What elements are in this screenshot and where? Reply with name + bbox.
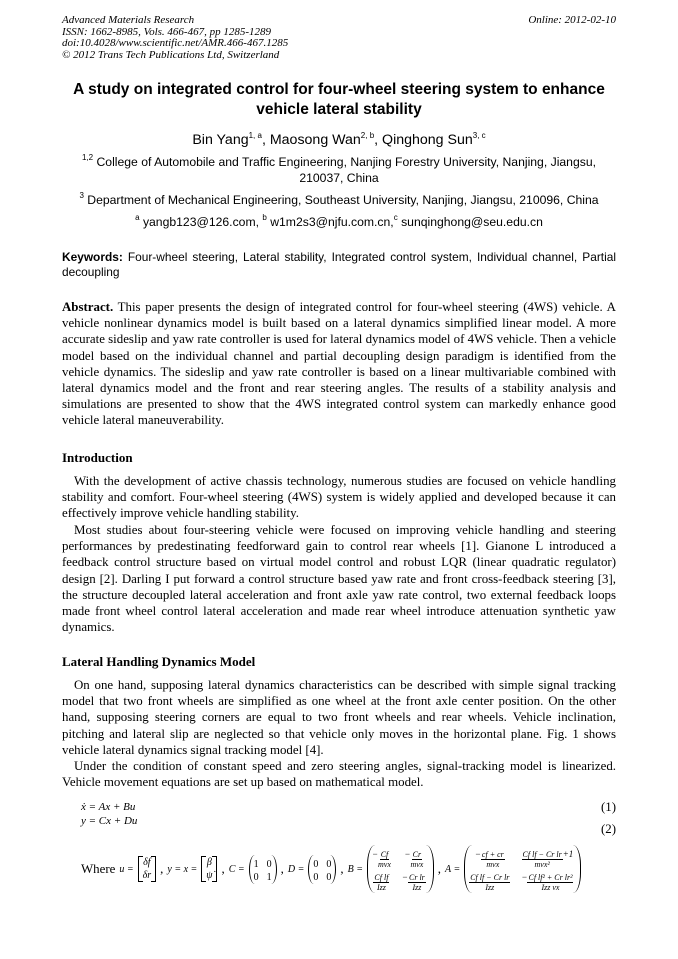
c-entry: 0 [266, 858, 272, 870]
b-entry: $\frac{\text{Cf lf}}{\text{Izz}}$ [374, 873, 389, 892]
author-name: Bin Yang [192, 132, 249, 148]
b-entry: − $\frac{\text{Cr lr}}{\text{Izz}}$ [401, 872, 425, 892]
c-entry: 1 [253, 858, 259, 870]
author-sup: 2, b [360, 131, 375, 140]
separator: , [221, 861, 225, 876]
separator: , [340, 861, 344, 876]
separator: , [280, 861, 284, 876]
email-sup: b [262, 213, 267, 222]
u-entry: δf [143, 857, 151, 868]
separator: , [437, 861, 442, 876]
abstract [62, 299, 616, 429]
yx-entry: ψ̇ [206, 870, 213, 881]
abstract-label: Abstract. [62, 300, 114, 314]
section-heading: Lateral Handling Dynamics Model [62, 654, 256, 669]
author-sup: 1, a [248, 131, 262, 140]
online-date: Online: 2012-02-10 [528, 14, 616, 26]
abstract-text: This paper presents the design of integrated control for four-wheel steering (4WS) vehicle. A vehicle nonlinear dynamics model is built based on a lateral dynamics simplified linear model. A more accurate sideslip and yaw rate controller is used for lateral dynamics model of 4WS vehicle. Then a vehicle model based on the individual channel and partial decoupling design paradigm is identified from the vehicle dynamics. The sideslip and yaw rate controller is based on a linear multivariable combined with lateral dynamics model and the front and rear steering angles. The results of a stability analysis and simulations are presented to show that the 4WS integrated control system can markedly enhance good vehicle lateral maneuverability. [62, 300, 616, 428]
email-sup: c [393, 213, 398, 222]
affiliation-sup: 1,2 [81, 153, 94, 162]
a-entry: $\frac{\text{Cf lf − Cr lr}}{\text{mvx²}}$ +1 [522, 849, 574, 869]
paragraph: Most studies about four-steering vehicle were focused on improving vehicle handling and steering performances by predestinating feedforward gain to control rear wheels [1]. Gianone L introduced a feedback control structure based on virtual model control and robust LQR (linear quadratic regulator) design [2]. Darling I put forward a control structure based yaw rate and front cross-feedback steering [3], the structure decoupled lateral acceleration and front axle yaw rate control, two external feedback loops made front wheel control lateral acceleration and made rear wheel introduce attenuation synthetic yaw dynamics. [62, 523, 616, 635]
author-name: Qinghong Sun [382, 132, 473, 148]
a-matrix [464, 845, 581, 893]
keywords-text: Four-wheel steering, Lateral stability, Integrated control system, Individual channel, Partial decoupling [62, 250, 616, 279]
a-entry: $\frac{\text{Cf lf − Cr lr}}{\text{Izz}}$ [470, 873, 510, 892]
equation-number: (1) [600, 800, 616, 814]
u-lhs: u = [119, 863, 134, 875]
b-lhs: B = [347, 863, 363, 875]
d-entry: 0 [313, 871, 319, 883]
section-heading: Introduction [62, 450, 133, 465]
paragraph: With the development of active chassis technology, numerous studies are focused on vehicle handling stability and comfort. Four-wheel steering (4WS) system is widely applied and developed because it can effectively improve vehicle handling stability. [62, 474, 616, 521]
affiliation-text: Department of Mechanical Engineering, Southeast University, Nanjing, Jiangsu, 210096, China [87, 193, 599, 207]
equation-number: (2) [600, 822, 616, 836]
a-entry: − $\frac{cf + cr}{\text{mvx}}$ [474, 849, 504, 869]
author-name: Maosong Wan [269, 132, 361, 148]
equation: y = Cx + Du [81, 815, 138, 827]
email-list [62, 214, 616, 230]
keywords [62, 250, 616, 280]
affiliation [62, 154, 616, 186]
email-link[interactable]: w1m2s3@njfu.com.cn, [270, 215, 394, 229]
d-entry: 0 [313, 858, 319, 870]
email-sup: a [135, 213, 140, 222]
c-entry: 0 [253, 871, 259, 883]
equation: ẋ = Ax + Bu [81, 801, 136, 813]
journal-header [62, 15, 616, 61]
issn-line: ISSN: 1662-8985, Vols. 466-467, pp 1285-1289 [62, 25, 271, 38]
b-matrix [367, 845, 434, 893]
separator: , [160, 861, 164, 876]
author-list: Bin Yang$^{1, a}$, Maosong Wan$^{2, b}$, Qinghong Sun$^{3, c}$ [192, 131, 486, 148]
paragraph: On one hand, supposing lateral dynamics characteristics can be described with simple signal tracking model that two front wheels are simplified as one wheel at the front axle center position. On the other hand, supposing steering corners are equal to two front wheels and rear wheels. Vehicle inclination, pitching and lateral slip are neglected so that vehicle only moves in the horizontal plane. Fig. 1 shows vehicle lateral dynamics signal tracking model [4]. [62, 678, 616, 757]
paper-title: A study on integrated control for four-wheel steering system to enhance vehicle lateral stability [73, 81, 605, 118]
c-lhs: C = [228, 863, 245, 875]
where-label: Where [81, 861, 116, 876]
c-matrix [249, 855, 277, 884]
c-entry: 1 [266, 871, 272, 883]
d-entry: 0 [326, 871, 332, 883]
u-entry: δr [142, 870, 152, 881]
keywords-label: Keywords: [62, 250, 123, 264]
a-lhs: A = [445, 863, 461, 875]
affiliation [62, 192, 616, 208]
author-sup: 3, c [472, 131, 486, 140]
u-vector [138, 856, 157, 882]
a-entry: − $\frac{\text{Cf lf² + Cr lr²}}{\text{Izz vx}}$ [521, 872, 573, 892]
email-link[interactable]: sunqinghong@seu.edu.cn [401, 215, 543, 229]
b-entry: − $\frac{Cf}{\text{mvx}}$ [371, 849, 391, 869]
yx-lhs: y = x = [167, 863, 198, 875]
affiliation-sup: 3 [79, 191, 84, 200]
paragraph: Under the condition of constant speed and zero steering angles, signal-tracking model is linearized. Vehicle movement equations are set up based on mathematical model. [62, 759, 616, 790]
doi-line: doi:10.4028/www.scientific.net/AMR.466-467.1285 [62, 37, 289, 49]
b-entry: − $\frac{Cr}{\text{mvx}}$ [404, 849, 424, 869]
yx-entry: β [206, 857, 212, 868]
d-matrix [308, 855, 336, 884]
d-lhs: D = [287, 863, 305, 875]
copyright-line: © 2012 Trans Tech Publications Ltd, Switzerland [62, 48, 280, 61]
affiliation-text: College of Automobile and Traffic Engineering, Nanjing Forestry University, Nanjing, Jiangsu, 210037, China [96, 155, 596, 185]
d-entry: 0 [326, 858, 332, 870]
journal-name: Advanced Materials Research [62, 14, 195, 26]
yx-vector [201, 856, 217, 882]
matrix-definitions [81, 845, 621, 893]
email-link[interactable]: yangb123@126.com, [142, 215, 263, 229]
